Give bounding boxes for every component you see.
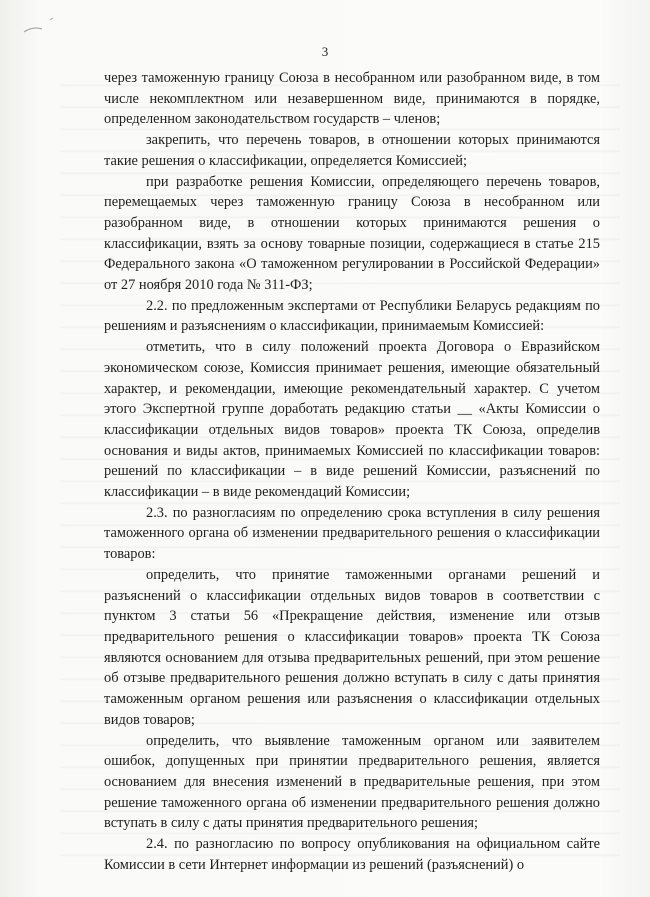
corner-scribble-mark bbox=[20, 14, 60, 44]
paragraph-continuation: через таможенную границу Союза в несобранном или разобранном виде, в том числе некомплектном или незавершенном виде, принимаются в порядке, определенном законодательством государств – членов; bbox=[104, 70, 600, 128]
document-body bbox=[104, 68, 600, 875]
paragraph-note-treaty: отметить, что в силу положений проекта Договора о Евразийском экономическом союзе, Комиссия принимает решения, имеющие обязательный характер, и рекомендации, имеющие рекомендательный характер. С учетом этого Экспертной группе доработать редакцию статьи __ «Акты Комиссии о классификации отдельных видов товаров» проекта ТК Союза, определив основания и виды актов, принимаемых Комиссией по классификации товаров: решений по классификации – в виде решений Комиссии, разъяснений по классификации – в виде рекомендаций Комиссии; bbox=[104, 339, 600, 501]
paragraph-section-2-3: 2.3. по разногласиям по определению срока вступления в силу решения таможенного органа об изменении предварительного решения о классификации товаров: bbox=[104, 504, 600, 563]
paragraph-define-revocation: определить, что принятие таможенными органами решений и разъяснений о классификации отдельных видов товаров в соответствии с пунктом 3 статьи 56 «Прекращение действия, изменение или отзыв предварительного решения о классификации товаров» проекта ТК Союза являются основанием для отзыва предварительных решений, при этом решение об отзыве предварительного решения должно вступать в силу с даты принятия таможенным органом решения или разъяснения о классификации отдельных видов товаров; bbox=[104, 566, 600, 728]
page-number: 3 bbox=[321, 44, 329, 59]
paragraph-list-decision: закрепить, что перечень товаров, в отношении которых принимаются такие решения о классификации, определяется Комиссией; bbox=[104, 132, 600, 169]
paragraph-section-2-2: 2.2. по предложенным экспертами от Республики Беларусь редакциям по решениям и разъяснениям о классификации, принимаемым Комиссией: bbox=[104, 297, 600, 335]
paragraph-section-2-4: 2.4. по разногласию по вопросу опубликования на официальном сайте Комиссии в сети Интернет информации из решений (разъяснений) о bbox=[104, 836, 600, 873]
paragraph-commission-decision: при разработке решения Комиссии, определяющего перечень товаров, перемещаемых через таможенную границу Союза в несобранном или разобранном виде, в отношении которых принимаются решения о классификации, взять за основу товарные позиции, содержащиеся в статье 215 Федерального закона «О таможенном регулировании в Российской Федерации» от 27 ноября 2010 года № 311-ФЗ; bbox=[104, 173, 600, 294]
paragraph-define-errors: определить, что выявление таможенным органом или заявителем ошибок, допущенных при принятии предварительного решения, является основанием для внесения изменений в предварительные решения, при этом решение таможенного органа об изменении предварительного решения должно вступать в силу с даты принятия предварительного решения; bbox=[104, 732, 600, 832]
